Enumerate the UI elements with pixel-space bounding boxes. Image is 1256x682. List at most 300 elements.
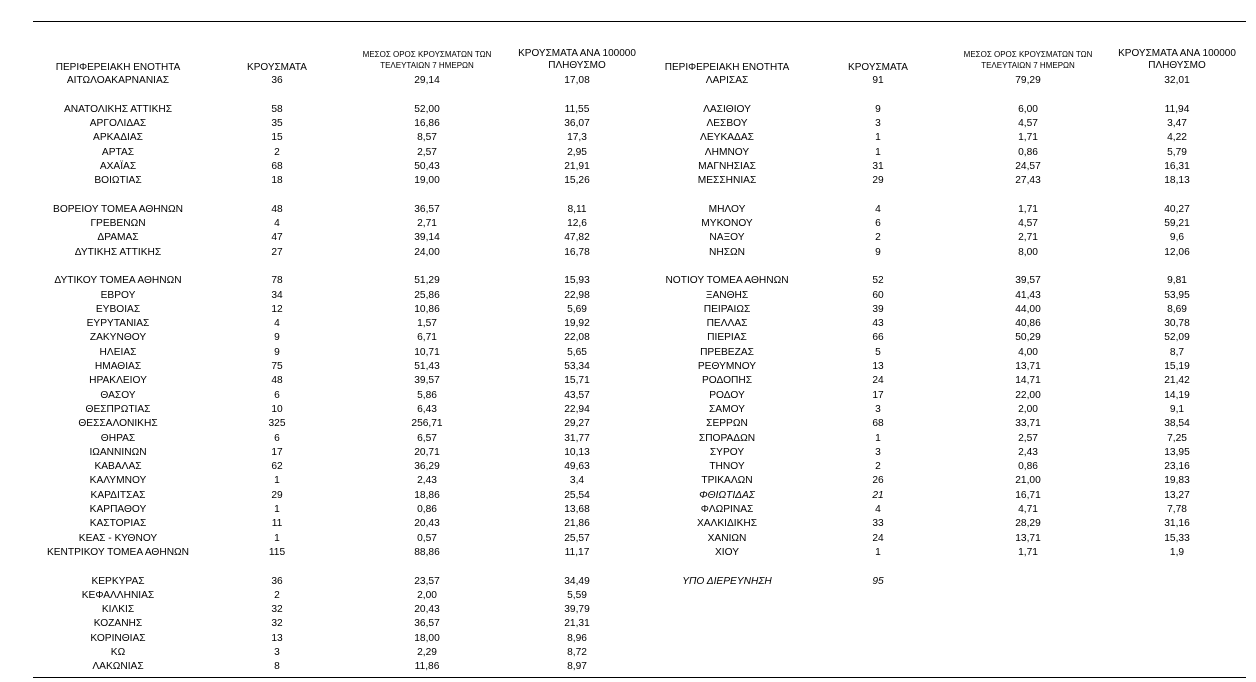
per100k-cell: 29,27 bbox=[564, 418, 590, 430]
cases-cell: 115 bbox=[268, 546, 286, 558]
cases-cell: 1 bbox=[875, 432, 881, 444]
per100k-cell: 8,97 bbox=[567, 661, 587, 673]
avg7-cell: 28,29 bbox=[1015, 518, 1041, 530]
table-row bbox=[0, 160, 1256, 174]
region-cell: ΕΥΡΥΤΑΝΙΑΣ bbox=[86, 318, 150, 330]
per100k-cell: 14,19 bbox=[1164, 389, 1190, 401]
per100k-cell: 4,22 bbox=[1167, 132, 1187, 144]
avg7-cell: 6,71 bbox=[417, 332, 437, 344]
region-cell: ΦΘΙΩΤΙΔΑΣ bbox=[699, 489, 755, 501]
cases-cell: 325 bbox=[268, 418, 286, 430]
avg7-cell: 8,57 bbox=[417, 132, 437, 144]
cases-cell: 6 bbox=[274, 389, 280, 401]
avg7-cell: 88,86 bbox=[414, 546, 440, 558]
cases-cell: 4 bbox=[274, 318, 280, 330]
per100k-cell: 13,68 bbox=[564, 504, 590, 515]
avg7-cell: 1,71 bbox=[1018, 132, 1038, 144]
cases-cell: 91 bbox=[872, 75, 884, 86]
avg7-cell: 79,29 bbox=[1015, 75, 1041, 86]
cases-cell: 3 bbox=[875, 403, 881, 415]
per100k-cell: 17,08 bbox=[564, 75, 590, 86]
per100k-cell: 53,95 bbox=[1164, 289, 1190, 301]
avg7-cell: 24,00 bbox=[414, 246, 440, 258]
cases-cell: 2 bbox=[875, 232, 881, 244]
avg7-cell: 20,43 bbox=[414, 604, 440, 616]
table-row bbox=[0, 103, 1256, 117]
region-cell: ΑΧΑΪΑΣ bbox=[99, 160, 137, 172]
per100k-cell: 8,96 bbox=[567, 632, 587, 644]
region-cell: ΛΗΜΝΟΥ bbox=[704, 146, 750, 158]
per100k-cell: 53,34 bbox=[564, 361, 590, 372]
cases-cell: 18 bbox=[271, 175, 283, 187]
region-cell: ΠΡΕΒΕΖΑΣ bbox=[700, 346, 754, 358]
avg7-cell: 51,43 bbox=[414, 361, 440, 372]
avg7-cell: 1,71 bbox=[1018, 203, 1038, 215]
region-cell: ΓΡΕΒΕΝΩΝ bbox=[90, 218, 146, 229]
region-cell: ΑΡΚΑΔΙΑΣ bbox=[93, 132, 143, 144]
table-row bbox=[0, 289, 1256, 303]
per100k-cell: 11,17 bbox=[564, 546, 590, 558]
avg7-cell: 33,71 bbox=[1015, 418, 1041, 430]
per100k-cell: 7,78 bbox=[1167, 504, 1187, 515]
table-row bbox=[0, 417, 1256, 431]
region-cell: ΗΜΑΘΙΑΣ bbox=[94, 361, 142, 372]
cases-cell: 27 bbox=[271, 246, 283, 258]
region-cell: ΛΕΣΒΟΥ bbox=[706, 117, 748, 129]
per100k-column-header-line2: ΠΛΗΘΥΣΜΟ bbox=[548, 60, 606, 71]
cases-cell: 13 bbox=[271, 632, 283, 644]
per100k-cell: 25,54 bbox=[564, 489, 590, 501]
per100k-cell: 18,13 bbox=[1164, 175, 1190, 187]
cases-cell: 2 bbox=[274, 589, 280, 601]
per100k-column-header-line1: ΚΡΟΥΣΜΑΤΑ ΑΝΑ 100000 bbox=[518, 48, 636, 59]
region-cell: ΘΑΣΟΥ bbox=[100, 389, 136, 401]
per100k-column-header-line2: ΠΛΗΘΥΣΜΟ bbox=[1148, 60, 1206, 71]
avg7-cell: 2,57 bbox=[417, 146, 437, 158]
region-cell: ΕΒΡΟΥ bbox=[100, 289, 136, 301]
cases-cell: 1 bbox=[875, 546, 881, 558]
region-cell: ΚΕΑΣ - ΚΥΘΝΟΥ bbox=[78, 532, 158, 544]
table-row bbox=[0, 403, 1256, 417]
cases-cell: 58 bbox=[271, 103, 283, 115]
avg7-cell: 2,43 bbox=[417, 475, 437, 487]
region-cell: ΚΑΡΔΙΤΣΑΣ bbox=[90, 489, 146, 501]
region-cell: ΛΕΥΚΑΔΑΣ bbox=[700, 132, 754, 144]
table-row bbox=[0, 460, 1256, 474]
cases-cell: 3 bbox=[875, 117, 881, 129]
per100k-cell: 21,86 bbox=[564, 518, 590, 530]
avg7-cell: 2,29 bbox=[417, 647, 437, 658]
region-cell: ΘΗΡΑΣ bbox=[100, 432, 136, 444]
region-cell: ΑΡΤΑΣ bbox=[101, 146, 135, 158]
table-row bbox=[0, 360, 1256, 374]
avg7-cell: 0,86 bbox=[1018, 461, 1038, 473]
avg7-cell: 23,57 bbox=[414, 575, 440, 587]
table-row bbox=[0, 303, 1256, 317]
avg7-cell: 2,00 bbox=[417, 589, 437, 601]
region-cell: ΠΕΛΛΑΣ bbox=[706, 318, 748, 330]
cases-cell: 12 bbox=[271, 303, 283, 315]
region-cell: ΕΥΒΟΙΑΣ bbox=[95, 303, 141, 315]
region-cell: ΠΙΕΡΙΑΣ bbox=[707, 332, 747, 344]
per100k-cell: 23,16 bbox=[1164, 461, 1190, 473]
region-cell: ΦΛΩΡΙΝΑΣ bbox=[700, 504, 754, 515]
region-cell: ΔΥΤΙΚΗΣ ΑΤΤΙΚΗΣ bbox=[74, 246, 162, 258]
table-row bbox=[0, 617, 1256, 631]
avg7-cell: 8,00 bbox=[1018, 246, 1038, 258]
cases-cell: 48 bbox=[271, 375, 283, 387]
table-row bbox=[0, 589, 1256, 603]
region-cell: ΗΡΑΚΛΕΙΟΥ bbox=[89, 375, 147, 387]
cases-cell: 34 bbox=[271, 289, 283, 301]
per100k-cell: 59,21 bbox=[1164, 218, 1190, 229]
avg7-cell: 2,00 bbox=[1018, 403, 1038, 415]
table-row bbox=[0, 575, 1256, 589]
avg7-cell: 4,57 bbox=[1018, 218, 1038, 229]
region-cell: ΜΥΚΟΝΟΥ bbox=[701, 218, 753, 229]
cases-cell: 2 bbox=[875, 461, 881, 473]
region-cell: ΔΡΑΜΑΣ bbox=[97, 232, 139, 244]
table-row bbox=[0, 217, 1256, 231]
cases-cell: 36 bbox=[271, 575, 283, 587]
region-cell: ΚΕΦΑΛΛΗΝΙΑΣ bbox=[81, 589, 155, 601]
avg7-cell: 40,86 bbox=[1015, 318, 1041, 330]
avg7-cell: 6,57 bbox=[417, 432, 437, 444]
top-rule bbox=[33, 21, 1246, 22]
cases-cell: 29 bbox=[872, 175, 884, 187]
cases-cell: 39 bbox=[872, 303, 884, 315]
cases-cell: 68 bbox=[872, 418, 884, 430]
cases-cell: 32 bbox=[271, 604, 283, 616]
region-cell: ΤΗΝΟΥ bbox=[709, 461, 745, 473]
table-row bbox=[0, 432, 1256, 446]
per100k-cell: 9,1 bbox=[1169, 403, 1185, 415]
region-cell: ΘΕΣΠΡΩΤΙΑΣ bbox=[85, 403, 151, 415]
table-row bbox=[0, 517, 1256, 531]
cases-cell: 68 bbox=[271, 160, 283, 172]
per100k-cell: 7,25 bbox=[1167, 432, 1187, 444]
avg7-cell: 1,57 bbox=[417, 318, 437, 330]
avg7-cell: 39,14 bbox=[414, 232, 440, 244]
avg7-cell: 44,00 bbox=[1015, 303, 1041, 315]
cases-cell: 1 bbox=[274, 475, 280, 487]
cases-cell: 4 bbox=[875, 203, 881, 215]
per100k-cell: 25,57 bbox=[564, 532, 590, 544]
cases-cell: 24 bbox=[872, 532, 884, 544]
per100k-cell: 5,59 bbox=[567, 589, 587, 601]
per100k-cell: 5,65 bbox=[567, 346, 587, 358]
avg7-cell: 4,71 bbox=[1018, 504, 1038, 515]
per100k-cell: 30,78 bbox=[1164, 318, 1190, 330]
per100k-cell: 11,55 bbox=[564, 103, 590, 115]
region-cell: ΣΠΟΡΑΔΩΝ bbox=[698, 432, 756, 444]
avg7-column-header-line1: ΜΕΣΟΣ ΟΡΟΣ ΚΡΟΥΣΜΑΤΩΝ ΤΩΝ bbox=[963, 50, 1093, 59]
avg7-column-header-line1: ΜΕΣΟΣ ΟΡΟΣ ΚΡΟΥΣΜΑΤΩΝ ΤΩΝ bbox=[362, 50, 492, 59]
table-row bbox=[0, 346, 1256, 360]
cases-cell: 75 bbox=[271, 361, 283, 372]
cases-cell: 47 bbox=[271, 232, 283, 244]
per100k-cell: 15,71 bbox=[564, 375, 590, 387]
region-cell: ΧΙΟΥ bbox=[714, 546, 740, 558]
table-row bbox=[0, 374, 1256, 388]
region-cell: ΜΑΓΝΗΣΙΑΣ bbox=[698, 160, 756, 172]
table-row bbox=[0, 274, 1256, 288]
avg7-cell: 5,86 bbox=[417, 389, 437, 401]
region-cell: ΝΟΤΙΟΥ ΤΟΜΕΑ ΑΘΗΝΩΝ bbox=[665, 275, 789, 287]
region-cell: ΘΕΣΣΑΛΟΝΙΚΗΣ bbox=[78, 418, 158, 430]
region-cell: ΑΝΑΤΟΛΙΚΗΣ ΑΤΤΙΚΗΣ bbox=[63, 103, 173, 115]
avg7-cell: 21,00 bbox=[1015, 475, 1041, 487]
per100k-cell: 32,01 bbox=[1164, 75, 1190, 86]
cases-cell: 48 bbox=[271, 203, 283, 215]
cases-cell: 33 bbox=[872, 518, 884, 530]
cases-cell: 36 bbox=[271, 75, 283, 86]
region-cell: ΡΟΔΟΥ bbox=[709, 389, 745, 401]
avg7-cell: 22,00 bbox=[1015, 389, 1041, 401]
table-row bbox=[0, 174, 1256, 188]
cases-cell: 1 bbox=[274, 532, 280, 544]
region-cell: ΒΟΡΕΙΟΥ ΤΟΜΕΑ ΑΘΗΝΩΝ bbox=[53, 203, 183, 215]
table-row bbox=[0, 489, 1256, 503]
region-cell: ΝΑΞΟΥ bbox=[709, 232, 745, 244]
avg7-cell: 256,71 bbox=[411, 418, 443, 430]
cases-cell: 32 bbox=[271, 618, 283, 630]
region-cell: ΖΑΚΥΝΘΟΥ bbox=[89, 332, 147, 344]
region-cell: ΜΕΣΣΗΝΙΑΣ bbox=[697, 175, 757, 187]
cases-cell: 21 bbox=[872, 489, 884, 501]
per100k-cell: 12,6 bbox=[567, 218, 587, 229]
per100k-cell: 8,72 bbox=[567, 647, 587, 658]
avg7-cell: 16,86 bbox=[414, 117, 440, 129]
per100k-cell: 5,79 bbox=[1167, 146, 1187, 158]
avg7-cell: 0,86 bbox=[417, 504, 437, 515]
region-cell: ΙΩΑΝΝΙΝΩΝ bbox=[89, 446, 147, 458]
cases-cell: 66 bbox=[872, 332, 884, 344]
table-row bbox=[0, 131, 1256, 145]
per100k-cell: 19,92 bbox=[564, 318, 590, 330]
avg7-cell: 27,43 bbox=[1015, 175, 1041, 187]
per100k-cell: 36,07 bbox=[564, 117, 590, 129]
per100k-cell: 8,69 bbox=[1167, 303, 1187, 315]
cases-cell: 78 bbox=[271, 275, 283, 287]
per100k-cell: 40,27 bbox=[1164, 203, 1190, 215]
per100k-cell: 15,33 bbox=[1164, 532, 1190, 544]
per100k-cell: 17,3 bbox=[567, 132, 587, 144]
per100k-cell: 21,31 bbox=[564, 618, 590, 630]
per100k-cell: 12,06 bbox=[1164, 246, 1190, 258]
cases-cell: 1 bbox=[875, 146, 881, 158]
per100k-cell: 15,93 bbox=[564, 275, 590, 287]
avg7-cell: 16,71 bbox=[1015, 489, 1041, 501]
region-cell: ΣΕΡΡΩΝ bbox=[706, 418, 748, 430]
per100k-cell: 1,9 bbox=[1169, 546, 1185, 558]
avg7-cell: 50,29 bbox=[1015, 332, 1041, 344]
table-row bbox=[0, 203, 1256, 217]
table-row bbox=[0, 74, 1256, 88]
avg7-cell: 36,57 bbox=[414, 203, 440, 215]
avg7-cell: 18,86 bbox=[414, 489, 440, 501]
per100k-cell: 43,57 bbox=[564, 389, 590, 401]
avg7-cell: 0,57 bbox=[417, 532, 437, 544]
cases-cell: 29 bbox=[271, 489, 283, 501]
table-row bbox=[0, 331, 1256, 345]
per100k-cell: 15,26 bbox=[564, 175, 590, 187]
region-cell: ΑΡΓΟΛΙΔΑΣ bbox=[89, 117, 147, 129]
per100k-cell: 5,69 bbox=[567, 303, 587, 315]
per100k-cell: 21,42 bbox=[1164, 375, 1190, 387]
avg7-cell: 4,00 bbox=[1018, 346, 1038, 358]
table-row bbox=[0, 660, 1256, 674]
region-cell: ΚΙΛΚΙΣ bbox=[101, 604, 135, 616]
avg7-column-header-line2: ΤΕΛΕΥΤΑΙΩΝ 7 ΗΜΕΡΩΝ bbox=[981, 61, 1075, 70]
cases-cell: 9 bbox=[274, 346, 280, 358]
per100k-cell: 15,19 bbox=[1164, 361, 1190, 372]
avg7-cell: 18,00 bbox=[414, 632, 440, 644]
per100k-cell: 13,27 bbox=[1164, 489, 1190, 501]
region-cell: ΚΑΛΥΜΝΟΥ bbox=[89, 475, 147, 487]
region-cell: ΡΟΔΟΠΗΣ bbox=[701, 375, 753, 387]
avg7-cell: 11,86 bbox=[414, 661, 440, 673]
cases-cell: 4 bbox=[274, 218, 280, 229]
cases-cell: 11 bbox=[271, 518, 283, 530]
region-cell: ΣΑΜΟΥ bbox=[709, 403, 745, 415]
avg7-cell: 2,43 bbox=[1018, 446, 1038, 458]
cases-cell: 62 bbox=[271, 461, 283, 473]
avg7-cell: 24,57 bbox=[1015, 160, 1041, 172]
avg7-cell: 4,57 bbox=[1018, 117, 1038, 129]
region-cell: ΗΛΕΙΑΣ bbox=[99, 346, 137, 358]
cases-cell: 17 bbox=[872, 389, 884, 401]
region-cell: ΚΕΝΤΡΙΚΟΥ ΤΟΜΕΑ ΑΘΗΝΩΝ bbox=[46, 546, 190, 558]
per100k-cell: 52,09 bbox=[1164, 332, 1190, 344]
table-row bbox=[0, 503, 1256, 517]
per100k-cell: 38,54 bbox=[1164, 418, 1190, 430]
cases-cell: 9 bbox=[274, 332, 280, 344]
avg7-cell: 13,71 bbox=[1015, 361, 1041, 372]
per100k-cell: 16,31 bbox=[1164, 160, 1190, 172]
region-cell: ΞΑΝΘΗΣ bbox=[705, 289, 749, 301]
avg7-cell: 19,00 bbox=[414, 175, 440, 187]
per100k-cell: 49,63 bbox=[564, 461, 590, 473]
avg7-cell: 2,71 bbox=[1018, 232, 1038, 244]
cases-cell: 43 bbox=[872, 318, 884, 330]
cases-cell: 8 bbox=[274, 661, 280, 673]
region-cell: ΛΑΣΙΘΙΟΥ bbox=[703, 103, 751, 115]
cases-cell: 6 bbox=[274, 432, 280, 444]
region-column-header: ΠΕΡΙΦΕΡΕΙΑΚΗ ΕΝΟΤΗΤΑ bbox=[55, 62, 181, 73]
per100k-cell: 8,7 bbox=[1169, 346, 1185, 358]
cases-cell: 13 bbox=[872, 361, 884, 372]
table-row bbox=[0, 146, 1256, 160]
cases-cell: 6 bbox=[875, 218, 881, 229]
avg7-cell: 36,57 bbox=[414, 618, 440, 630]
cases-cell: 26 bbox=[872, 475, 884, 487]
region-cell: ΜΗΛΟΥ bbox=[708, 203, 746, 215]
bottom-rule bbox=[33, 677, 1246, 678]
region-cell: ΚΑΣΤΟΡΙΑΣ bbox=[89, 518, 147, 530]
avg7-cell: 25,86 bbox=[414, 289, 440, 301]
cases-cell: 10 bbox=[271, 403, 283, 415]
avg7-cell: 6,43 bbox=[417, 403, 437, 415]
region-cell: ΔΥΤΙΚΟΥ ΤΟΜΕΑ ΑΘΗΝΩΝ bbox=[54, 275, 182, 287]
region-cell: ΚΟΖΑΝΗΣ bbox=[93, 618, 143, 630]
table-row bbox=[0, 646, 1256, 660]
table-row bbox=[0, 317, 1256, 331]
region-cell: ΚΕΡΚΥΡΑΣ bbox=[91, 575, 145, 587]
table-row bbox=[0, 231, 1256, 245]
per100k-cell: 9,81 bbox=[1167, 275, 1187, 287]
cases-cell: 2 bbox=[274, 146, 280, 158]
region-cell: ΛΑΚΩΝΙΑΣ bbox=[92, 661, 144, 673]
region-cell: ΤΡΙΚΑΛΩΝ bbox=[701, 475, 753, 487]
region-cell: ΣΥΡΟΥ bbox=[709, 446, 745, 458]
avg7-cell: 50,43 bbox=[414, 160, 440, 172]
per100k-column-header-line1: ΚΡΟΥΣΜΑΤΑ ΑΝΑ 100000 bbox=[1118, 48, 1236, 59]
cases-column-header: ΚΡΟΥΣΜΑΤΑ bbox=[247, 62, 307, 73]
region-cell: ΠΕΙΡΑΙΩΣ bbox=[703, 303, 751, 315]
per100k-cell: 10,13 bbox=[564, 446, 590, 458]
cases-cell: 4 bbox=[875, 504, 881, 515]
region-cell: ΚΟΡΙΝΘΙΑΣ bbox=[90, 632, 146, 644]
per100k-cell: 21,91 bbox=[564, 160, 590, 172]
avg7-cell: 41,43 bbox=[1015, 289, 1041, 301]
avg7-cell: 29,14 bbox=[414, 75, 440, 86]
region-cell: ΛΑΡΙΣΑΣ bbox=[705, 75, 749, 86]
cases-cell: 3 bbox=[875, 446, 881, 458]
per100k-cell: 3,47 bbox=[1167, 117, 1187, 129]
per100k-cell: 22,94 bbox=[564, 403, 590, 415]
per100k-cell: 13,95 bbox=[1164, 446, 1190, 458]
region-cell: ΑΙΤΩΛΟΑΚΑΡΝΑΝΙΑΣ bbox=[66, 75, 170, 86]
cases-cell: 52 bbox=[872, 275, 884, 287]
per100k-cell: 19,83 bbox=[1164, 475, 1190, 487]
table-row bbox=[0, 632, 1256, 646]
avg7-cell: 6,00 bbox=[1018, 103, 1038, 115]
per100k-cell: 9,6 bbox=[1169, 232, 1185, 244]
per100k-cell: 22,08 bbox=[564, 332, 590, 344]
avg7-cell: 13,71 bbox=[1015, 532, 1041, 544]
table-row bbox=[0, 117, 1256, 131]
avg7-cell: 14,71 bbox=[1015, 375, 1041, 387]
table-row bbox=[0, 603, 1256, 617]
table-row bbox=[0, 532, 1256, 546]
per100k-cell: 11,94 bbox=[1164, 103, 1190, 115]
table-row bbox=[0, 474, 1256, 488]
region-cell: ΥΠΟ ΔΙΕΡΕΥΝΗΣΗ bbox=[682, 575, 772, 587]
region-cell: ΡΕΘΥΜΝΟΥ bbox=[697, 361, 757, 372]
region-cell: ΝΗΣΩΝ bbox=[709, 246, 745, 258]
per100k-cell: 31,16 bbox=[1164, 518, 1190, 530]
region-cell: ΚΩ bbox=[110, 647, 126, 658]
per100k-cell: 2,95 bbox=[567, 146, 587, 158]
cases-cell: 31 bbox=[872, 160, 884, 172]
avg7-cell: 10,71 bbox=[414, 346, 440, 358]
avg7-cell: 39,57 bbox=[414, 375, 440, 387]
avg7-cell: 36,29 bbox=[414, 461, 440, 473]
avg7-cell: 2,57 bbox=[1018, 432, 1038, 444]
cases-cell: 15 bbox=[271, 132, 283, 144]
avg7-cell: 39,57 bbox=[1015, 275, 1041, 287]
cases-cell: 35 bbox=[271, 117, 283, 129]
cases-cell: 60 bbox=[872, 289, 884, 301]
avg7-cell: 20,71 bbox=[414, 446, 440, 458]
region-cell: ΚΑΡΠΑΘΟΥ bbox=[89, 504, 147, 515]
region-cell: ΧΑΛΚΙΔΙΚΗΣ bbox=[696, 518, 758, 530]
cases-cell: 9 bbox=[875, 246, 881, 258]
avg7-cell: 1,71 bbox=[1018, 546, 1038, 558]
cases-column-header: ΚΡΟΥΣΜΑΤΑ bbox=[848, 62, 908, 73]
per100k-cell: 3,4 bbox=[569, 475, 585, 487]
